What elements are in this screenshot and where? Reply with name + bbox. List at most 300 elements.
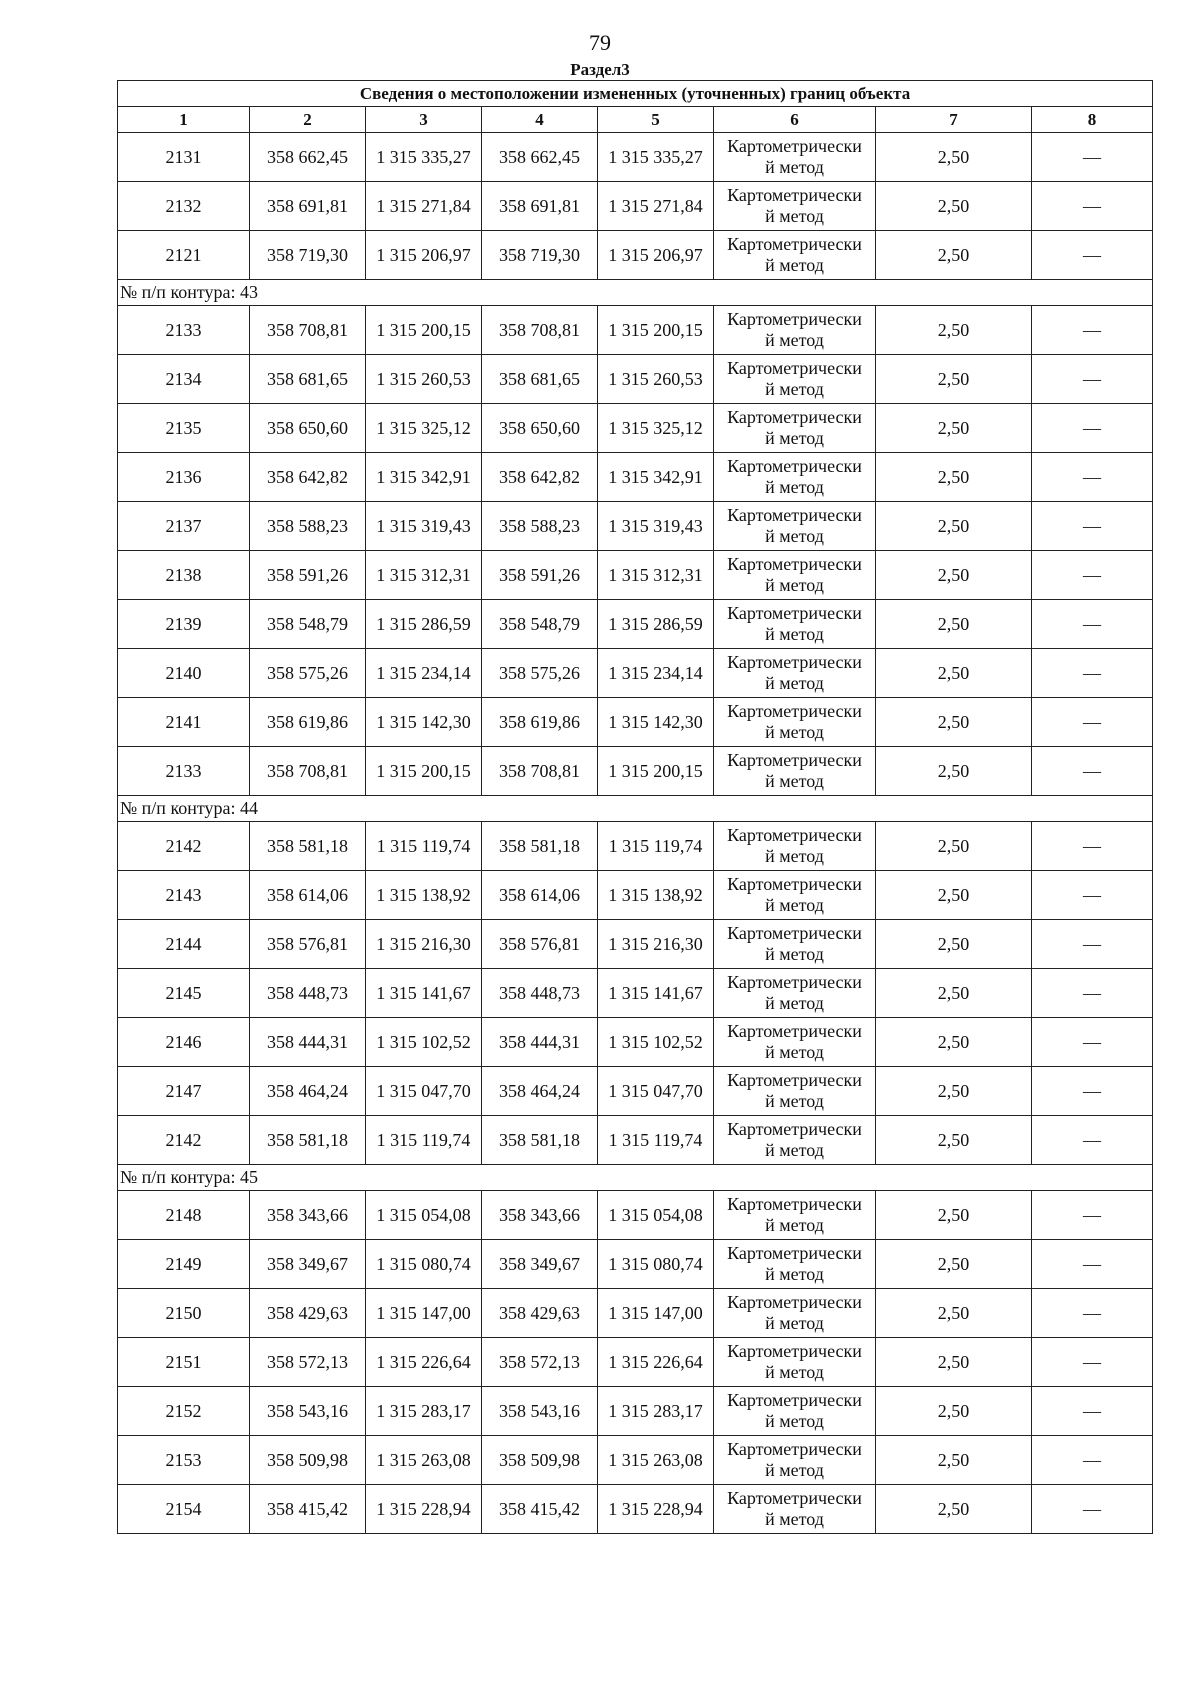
method-line-1: Картометрически [727,554,862,574]
y-existing-cell: 1 315 200,15 [366,306,482,355]
y-new-cell: 1 315 200,15 [598,306,714,355]
y-new-cell: 1 315 342,91 [598,453,714,502]
contour-label: № п/п контура: 44 [118,796,1153,822]
y-new-cell: 1 315 102,52 [598,1018,714,1067]
x-new-cell: 358 349,67 [482,1240,598,1289]
y-new-cell: 1 315 260,53 [598,355,714,404]
method-cell [714,306,876,355]
point-number-cell: 2140 [118,649,250,698]
description-cell: — [1032,1018,1153,1067]
x-existing-cell: 358 588,23 [250,502,366,551]
x-existing-cell: 358 581,18 [250,822,366,871]
contour-header-row [118,1165,1153,1191]
column-header: 6 [714,107,876,133]
y-new-cell: 1 315 080,74 [598,1240,714,1289]
x-new-cell: 358 581,18 [482,822,598,871]
method-line-2: й метод [765,330,824,350]
method-line-1: Картометрически [727,972,862,992]
method-line-1: Картометрически [727,652,862,672]
method-line-1: Картометрически [727,1390,862,1410]
x-new-cell: 358 708,81 [482,747,598,796]
table-row [118,355,1153,404]
method-line-1: Картометрически [727,923,862,943]
method-cell [714,649,876,698]
accuracy-cell: 2,50 [876,231,1032,280]
x-new-cell: 358 572,13 [482,1338,598,1387]
table-row [118,1240,1153,1289]
x-new-cell: 358 691,81 [482,182,598,231]
column-header: 5 [598,107,714,133]
x-existing-cell: 358 576,81 [250,920,366,969]
table-row [118,1485,1153,1534]
x-new-cell: 358 588,23 [482,502,598,551]
method-line-1: Картометрически [727,1194,862,1214]
x-new-cell: 358 575,26 [482,649,598,698]
x-existing-cell: 358 708,81 [250,747,366,796]
x-new-cell: 358 429,63 [482,1289,598,1338]
y-existing-cell: 1 315 216,30 [366,920,482,969]
method-cell [714,1387,876,1436]
table-row [118,649,1153,698]
method-line-2: й метод [765,1362,824,1382]
x-existing-cell: 358 650,60 [250,404,366,453]
method-line-2: й метод [765,846,824,866]
point-number-cell: 2121 [118,231,250,280]
y-existing-cell: 1 315 206,97 [366,231,482,280]
y-existing-cell: 1 315 080,74 [366,1240,482,1289]
table-row [118,1116,1153,1165]
method-cell [714,551,876,600]
description-cell: — [1032,1338,1153,1387]
y-new-cell: 1 315 283,17 [598,1387,714,1436]
y-new-cell: 1 315 271,84 [598,182,714,231]
description-cell: — [1032,1240,1153,1289]
x-new-cell: 358 719,30 [482,231,598,280]
method-line-2: й метод [765,1215,824,1235]
method-line-1: Картометрически [727,1243,862,1263]
method-line-1: Картометрически [727,874,862,894]
accuracy-cell: 2,50 [876,355,1032,404]
table-row [118,698,1153,747]
y-existing-cell: 1 315 286,59 [366,600,482,649]
column-header: 2 [250,107,366,133]
x-existing-cell: 358 614,06 [250,871,366,920]
table-caption: Сведения о местоположении измененных (уточненных) границ объекта [118,81,1153,107]
point-number-cell: 2153 [118,1436,250,1485]
table-row [118,1191,1153,1240]
description-cell: — [1032,453,1153,502]
y-new-cell: 1 315 138,92 [598,871,714,920]
method-line-2: й метод [765,1509,824,1529]
y-new-cell: 1 315 286,59 [598,600,714,649]
method-line-1: Картометрически [727,1292,862,1312]
method-line-2: й метод [765,944,824,964]
table-row [118,231,1153,280]
table-caption-row [118,81,1153,107]
table-row [118,404,1153,453]
column-header: 7 [876,107,1032,133]
x-existing-cell: 358 591,26 [250,551,366,600]
method-line-1: Картометрически [727,234,862,254]
x-existing-cell: 358 681,65 [250,355,366,404]
y-existing-cell: 1 315 319,43 [366,502,482,551]
table-row [118,1338,1153,1387]
point-number-cell: 2146 [118,1018,250,1067]
method-line-2: й метод [765,993,824,1013]
y-existing-cell: 1 315 138,92 [366,871,482,920]
method-line-2: й метод [765,1042,824,1062]
method-line-2: й метод [765,895,824,915]
method-line-2: й метод [765,1091,824,1111]
y-existing-cell: 1 315 200,15 [366,747,482,796]
x-existing-cell: 358 464,24 [250,1067,366,1116]
accuracy-cell: 2,50 [876,600,1032,649]
table-row [118,453,1153,502]
y-existing-cell: 1 315 342,91 [366,453,482,502]
method-cell [714,600,876,649]
page-number: 79 [589,30,611,55]
y-existing-cell: 1 315 263,08 [366,1436,482,1485]
description-cell: — [1032,231,1153,280]
accuracy-cell: 2,50 [876,1387,1032,1436]
y-existing-cell: 1 315 271,84 [366,182,482,231]
description-cell: — [1032,1387,1153,1436]
x-new-cell: 358 619,86 [482,698,598,747]
x-existing-cell: 358 662,45 [250,133,366,182]
method-cell [714,1240,876,1289]
accuracy-cell: 2,50 [876,822,1032,871]
x-existing-cell: 358 343,66 [250,1191,366,1240]
y-new-cell: 1 315 206,97 [598,231,714,280]
accuracy-cell: 2,50 [876,1338,1032,1387]
point-number-cell: 2139 [118,600,250,649]
method-cell [714,969,876,1018]
x-existing-cell: 358 572,13 [250,1338,366,1387]
y-existing-cell: 1 315 054,08 [366,1191,482,1240]
table-row [118,133,1153,182]
method-line-1: Картометрически [727,1119,862,1139]
y-new-cell: 1 315 054,08 [598,1191,714,1240]
x-existing-cell: 358 444,31 [250,1018,366,1067]
description-cell: — [1032,1067,1153,1116]
point-number-cell: 2151 [118,1338,250,1387]
method-line-2: й метод [765,379,824,399]
point-number-cell: 2131 [118,133,250,182]
method-line-2: й метод [765,477,824,497]
x-new-cell: 358 662,45 [482,133,598,182]
method-line-2: й метод [765,255,824,275]
y-new-cell: 1 315 200,15 [598,747,714,796]
y-existing-cell: 1 315 147,00 [366,1289,482,1338]
y-new-cell: 1 315 335,27 [598,133,714,182]
point-number-cell: 2135 [118,404,250,453]
accuracy-cell: 2,50 [876,133,1032,182]
contour-header-row [118,796,1153,822]
y-new-cell: 1 315 216,30 [598,920,714,969]
accuracy-cell: 2,50 [876,747,1032,796]
accuracy-cell: 2,50 [876,1067,1032,1116]
x-existing-cell: 358 548,79 [250,600,366,649]
point-number-cell: 2141 [118,698,250,747]
method-line-2: й метод [765,206,824,226]
method-line-2: й метод [765,1313,824,1333]
method-line-1: Картометрически [727,456,862,476]
accuracy-cell: 2,50 [876,1436,1032,1485]
description-cell: — [1032,182,1153,231]
y-new-cell: 1 315 142,30 [598,698,714,747]
method-line-1: Картометрически [727,825,862,845]
description-cell: — [1032,306,1153,355]
method-line-2: й метод [765,157,824,177]
contour-label: № п/п контура: 43 [118,280,1153,306]
x-new-cell: 358 548,79 [482,600,598,649]
description-cell: — [1032,920,1153,969]
x-existing-cell: 358 349,67 [250,1240,366,1289]
x-new-cell: 358 448,73 [482,969,598,1018]
method-line-1: Картометрически [727,1021,862,1041]
contour-label: № п/п контура: 45 [118,1165,1153,1191]
point-number-cell: 2137 [118,502,250,551]
description-cell: — [1032,551,1153,600]
description-cell: — [1032,871,1153,920]
table-row [118,1018,1153,1067]
point-number-cell: 2145 [118,969,250,1018]
point-number-cell: 2149 [118,1240,250,1289]
y-new-cell: 1 315 312,31 [598,551,714,600]
method-cell [714,698,876,747]
accuracy-cell: 2,50 [876,920,1032,969]
x-new-cell: 358 708,81 [482,306,598,355]
y-existing-cell: 1 315 047,70 [366,1067,482,1116]
coordinates-table [117,80,1153,1534]
description-cell: — [1032,502,1153,551]
y-existing-cell: 1 315 325,12 [366,404,482,453]
y-existing-cell: 1 315 226,64 [366,1338,482,1387]
contour-header-row [118,280,1153,306]
method-cell [714,871,876,920]
y-existing-cell: 1 315 102,52 [366,1018,482,1067]
method-cell [714,231,876,280]
x-new-cell: 358 415,42 [482,1485,598,1534]
y-new-cell: 1 315 325,12 [598,404,714,453]
point-number-cell: 2154 [118,1485,250,1534]
point-number-cell: 2150 [118,1289,250,1338]
x-new-cell: 358 650,60 [482,404,598,453]
method-line-2: й метод [765,1140,824,1160]
description-cell: — [1032,133,1153,182]
method-cell [714,182,876,231]
point-number-cell: 2144 [118,920,250,969]
description-cell: — [1032,600,1153,649]
column-number-row [118,107,1153,133]
method-line-1: Картометрически [727,185,862,205]
method-cell [714,404,876,453]
x-existing-cell: 358 415,42 [250,1485,366,1534]
accuracy-cell: 2,50 [876,404,1032,453]
method-cell [714,920,876,969]
x-new-cell: 358 343,66 [482,1191,598,1240]
point-number-cell: 2152 [118,1387,250,1436]
column-header: 4 [482,107,598,133]
x-existing-cell: 358 708,81 [250,306,366,355]
x-existing-cell: 358 543,16 [250,1387,366,1436]
description-cell: — [1032,969,1153,1018]
method-line-2: й метод [765,526,824,546]
method-line-1: Картометрически [727,1439,862,1459]
table-row [118,1289,1153,1338]
x-existing-cell: 358 429,63 [250,1289,366,1338]
x-new-cell: 358 642,82 [482,453,598,502]
table-row [118,920,1153,969]
description-cell: — [1032,1485,1153,1534]
method-line-2: й метод [765,1460,824,1480]
description-cell: — [1032,698,1153,747]
y-existing-cell: 1 315 119,74 [366,822,482,871]
point-number-cell: 2136 [118,453,250,502]
point-number-cell: 2138 [118,551,250,600]
method-cell [714,453,876,502]
method-line-2: й метод [765,575,824,595]
method-cell [714,1116,876,1165]
point-number-cell: 2142 [118,1116,250,1165]
method-cell [714,1338,876,1387]
method-line-1: Картометрически [727,505,862,525]
point-number-cell: 2133 [118,306,250,355]
x-existing-cell: 358 642,82 [250,453,366,502]
accuracy-cell: 2,50 [876,182,1032,231]
x-new-cell: 358 543,16 [482,1387,598,1436]
y-new-cell: 1 315 226,64 [598,1338,714,1387]
table-row [118,600,1153,649]
y-existing-cell: 1 315 142,30 [366,698,482,747]
table-row [118,1387,1153,1436]
method-cell [714,1289,876,1338]
method-cell [714,1485,876,1534]
method-line-1: Картометрически [727,358,862,378]
method-cell [714,747,876,796]
method-line-2: й метод [765,1264,824,1284]
y-existing-cell: 1 315 228,94 [366,1485,482,1534]
description-cell: — [1032,1289,1153,1338]
x-new-cell: 358 681,65 [482,355,598,404]
table-row [118,822,1153,871]
method-cell [714,822,876,871]
method-line-1: Картометрически [727,407,862,427]
y-new-cell: 1 315 119,74 [598,822,714,871]
accuracy-cell: 2,50 [876,551,1032,600]
y-existing-cell: 1 315 312,31 [366,551,482,600]
accuracy-cell: 2,50 [876,1116,1032,1165]
method-cell [714,502,876,551]
table-row [118,551,1153,600]
table-row [118,969,1153,1018]
x-new-cell: 358 444,31 [482,1018,598,1067]
y-new-cell: 1 315 119,74 [598,1116,714,1165]
point-number-cell: 2142 [118,822,250,871]
method-cell [714,133,876,182]
accuracy-cell: 2,50 [876,1018,1032,1067]
accuracy-cell: 2,50 [876,1191,1032,1240]
accuracy-cell: 2,50 [876,1240,1032,1289]
point-number-cell: 2148 [118,1191,250,1240]
accuracy-cell: 2,50 [876,698,1032,747]
description-cell: — [1032,355,1153,404]
method-line-1: Картометрически [727,309,862,329]
x-new-cell: 358 581,18 [482,1116,598,1165]
method-line-1: Картометрически [727,136,862,156]
method-cell [714,1191,876,1240]
method-line-1: Картометрически [727,750,862,770]
x-existing-cell: 358 691,81 [250,182,366,231]
table-row [118,1436,1153,1485]
method-line-2: й метод [765,722,824,742]
accuracy-cell: 2,50 [876,1485,1032,1534]
description-cell: — [1032,747,1153,796]
column-header: 1 [118,107,250,133]
description-cell: — [1032,1436,1153,1485]
y-existing-cell: 1 315 234,14 [366,649,482,698]
description-cell: — [1032,822,1153,871]
method-line-1: Картометрически [727,603,862,623]
method-line-1: Картометрически [727,701,862,721]
point-number-cell: 2132 [118,182,250,231]
y-existing-cell: 1 315 119,74 [366,1116,482,1165]
accuracy-cell: 2,50 [876,502,1032,551]
y-new-cell: 1 315 141,67 [598,969,714,1018]
accuracy-cell: 2,50 [876,1289,1032,1338]
y-existing-cell: 1 315 283,17 [366,1387,482,1436]
x-existing-cell: 358 619,86 [250,698,366,747]
method-line-2: й метод [765,624,824,644]
method-line-2: й метод [765,1411,824,1431]
description-cell: — [1032,1191,1153,1240]
y-existing-cell: 1 315 335,27 [366,133,482,182]
accuracy-cell: 2,50 [876,969,1032,1018]
table-row [118,871,1153,920]
x-new-cell: 358 509,98 [482,1436,598,1485]
y-new-cell: 1 315 228,94 [598,1485,714,1534]
table-row [118,502,1153,551]
y-new-cell: 1 315 047,70 [598,1067,714,1116]
method-cell [714,1067,876,1116]
x-new-cell: 358 591,26 [482,551,598,600]
point-number-cell: 2143 [118,871,250,920]
x-existing-cell: 358 575,26 [250,649,366,698]
description-cell: — [1032,649,1153,698]
description-cell: — [1032,404,1153,453]
column-header: 3 [366,107,482,133]
y-new-cell: 1 315 263,08 [598,1436,714,1485]
accuracy-cell: 2,50 [876,871,1032,920]
y-new-cell: 1 315 234,14 [598,649,714,698]
section-title: Раздел3 [570,60,630,79]
method-line-1: Картометрически [727,1341,862,1361]
point-number-cell: 2147 [118,1067,250,1116]
accuracy-cell: 2,50 [876,649,1032,698]
table-row [118,1067,1153,1116]
table-row [118,182,1153,231]
method-line-2: й метод [765,673,824,693]
description-cell: — [1032,1116,1153,1165]
x-new-cell: 358 464,24 [482,1067,598,1116]
column-header: 8 [1032,107,1153,133]
x-existing-cell: 358 448,73 [250,969,366,1018]
method-line-2: й метод [765,771,824,791]
x-new-cell: 358 576,81 [482,920,598,969]
accuracy-cell: 2,50 [876,306,1032,355]
y-new-cell: 1 315 147,00 [598,1289,714,1338]
table-body [118,81,1153,1534]
